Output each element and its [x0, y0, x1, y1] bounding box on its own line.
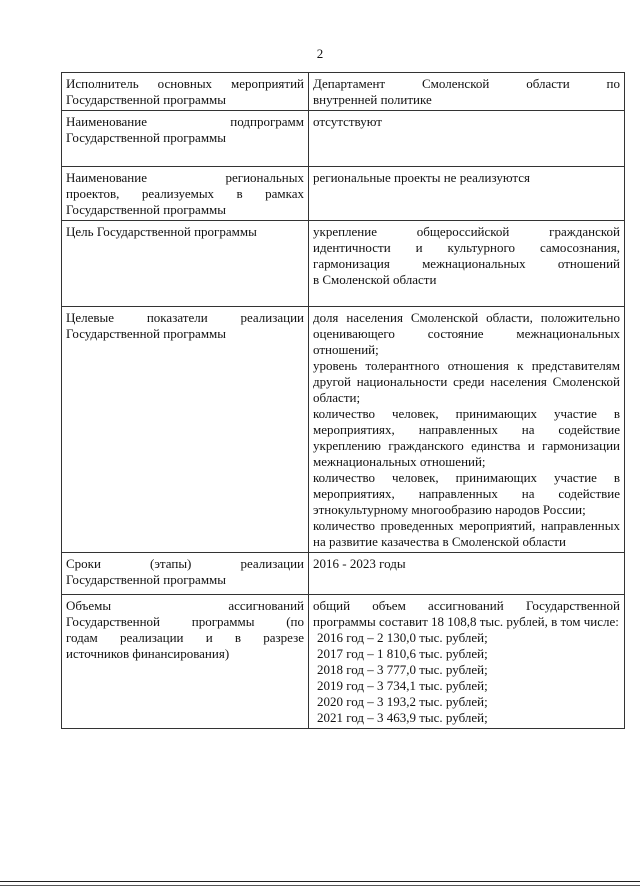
funding-year: 2020 год – 3 193,2 тыс. рублей; [317, 694, 488, 709]
page-number: 2 [316, 46, 324, 61]
table-row [62, 167, 625, 221]
value-line: укрепление общероссийской гражданской [313, 224, 620, 239]
table-row [62, 221, 625, 307]
label-line: Государственной программы (по [66, 614, 304, 629]
label-line: Целевые показатели реализации [66, 310, 304, 325]
indicator-item: уровень толерантного отношения к представителям другой национальности среди населения Смоленской области; [313, 358, 620, 405]
label-line: Сроки (этапы) реализации [66, 556, 304, 571]
value-line: региональные проекты не реализуются [313, 170, 530, 185]
value-line: гармонизация межнациональных отношений [313, 256, 620, 271]
label-line: годам реализации и в разрезе [66, 630, 304, 645]
row-value-indicators [309, 307, 625, 553]
row-value-funding [309, 595, 625, 729]
table-row [62, 111, 625, 167]
funding-intro: общий объем ассигнований Государственной программы составит 18 108,8 тыс. рублей, в том числе: [313, 598, 620, 629]
label-line: Государственной программы [66, 572, 227, 587]
row-value-timeline [309, 553, 625, 595]
table-row [62, 73, 625, 111]
label-line: Государственной программы [66, 92, 227, 107]
label-line: проектов, реализуемых в рамках [66, 186, 304, 201]
label-line: Государственной программы [66, 326, 227, 341]
value-line: отсутствуют [313, 114, 382, 129]
indicator-item: количество проведенных мероприятий, направленных на развитие казачества в Смоленской области [313, 518, 620, 549]
funding-year: 2021 год – 3 463,9 тыс. рублей; [317, 710, 488, 725]
label-line: Наименование региональных [66, 170, 304, 185]
value-line: Департамент Смоленской области по [313, 76, 620, 91]
page-bottom-divider [0, 881, 640, 882]
value-line: 2016 - 2023 годы [313, 556, 406, 571]
table-row [62, 307, 625, 553]
label-line: Государственной программы [66, 202, 227, 217]
funding-year: 2019 год – 3 734,1 тыс. рублей; [317, 678, 488, 693]
table-row [62, 595, 625, 729]
funding-year: 2018 год – 3 777,0 тыс. рублей; [317, 662, 488, 677]
label-line: Объемы ассигнований [66, 598, 304, 613]
funding-year: 2016 год – 2 130,0 тыс. рублей; [317, 630, 488, 645]
label-line: Исполнитель основных мероприятий [66, 76, 304, 91]
indicator-item: количество человек, принимающих участие в мероприятиях, направленных на содействие укреплению гражданского единства и гармонизации межнациональных отношений; [313, 406, 620, 469]
row-label-subprograms [62, 111, 309, 167]
row-value-subprograms [309, 111, 625, 167]
row-value-executor [309, 73, 625, 111]
page-bottom-divider [0, 885, 640, 886]
row-value-goal [309, 221, 625, 307]
label-line: Цель Государственной программы [66, 224, 257, 239]
funding-year: 2017 год – 1 810,6 тыс. рублей; [317, 646, 488, 661]
value-line: внутренней политике [313, 92, 432, 107]
row-label-indicators [62, 307, 309, 553]
program-passport-table [61, 72, 625, 729]
indicator-item: доля населения Смоленской области, положительно оценивающего состояние межнациональных отношений; [313, 310, 620, 357]
row-label-funding [62, 595, 309, 729]
label-line: Государственной программы [66, 130, 227, 145]
value-line: в Смоленской области [313, 272, 437, 287]
indicator-item: количество человек, принимающих участие в мероприятиях, направленных на содействие этнокультурному многообразию народов России; [313, 470, 620, 517]
row-label-timeline [62, 553, 309, 595]
row-label-goal [62, 221, 309, 307]
value-line: идентичности и культурного самосознания, [313, 240, 620, 255]
row-label-regional-projects [62, 167, 309, 221]
table-row [62, 553, 625, 595]
label-line: источников финансирования) [66, 646, 230, 661]
row-value-regional-projects [309, 167, 625, 221]
label-line: Наименование подпрограмм [66, 114, 304, 129]
row-label-executor [62, 73, 309, 111]
